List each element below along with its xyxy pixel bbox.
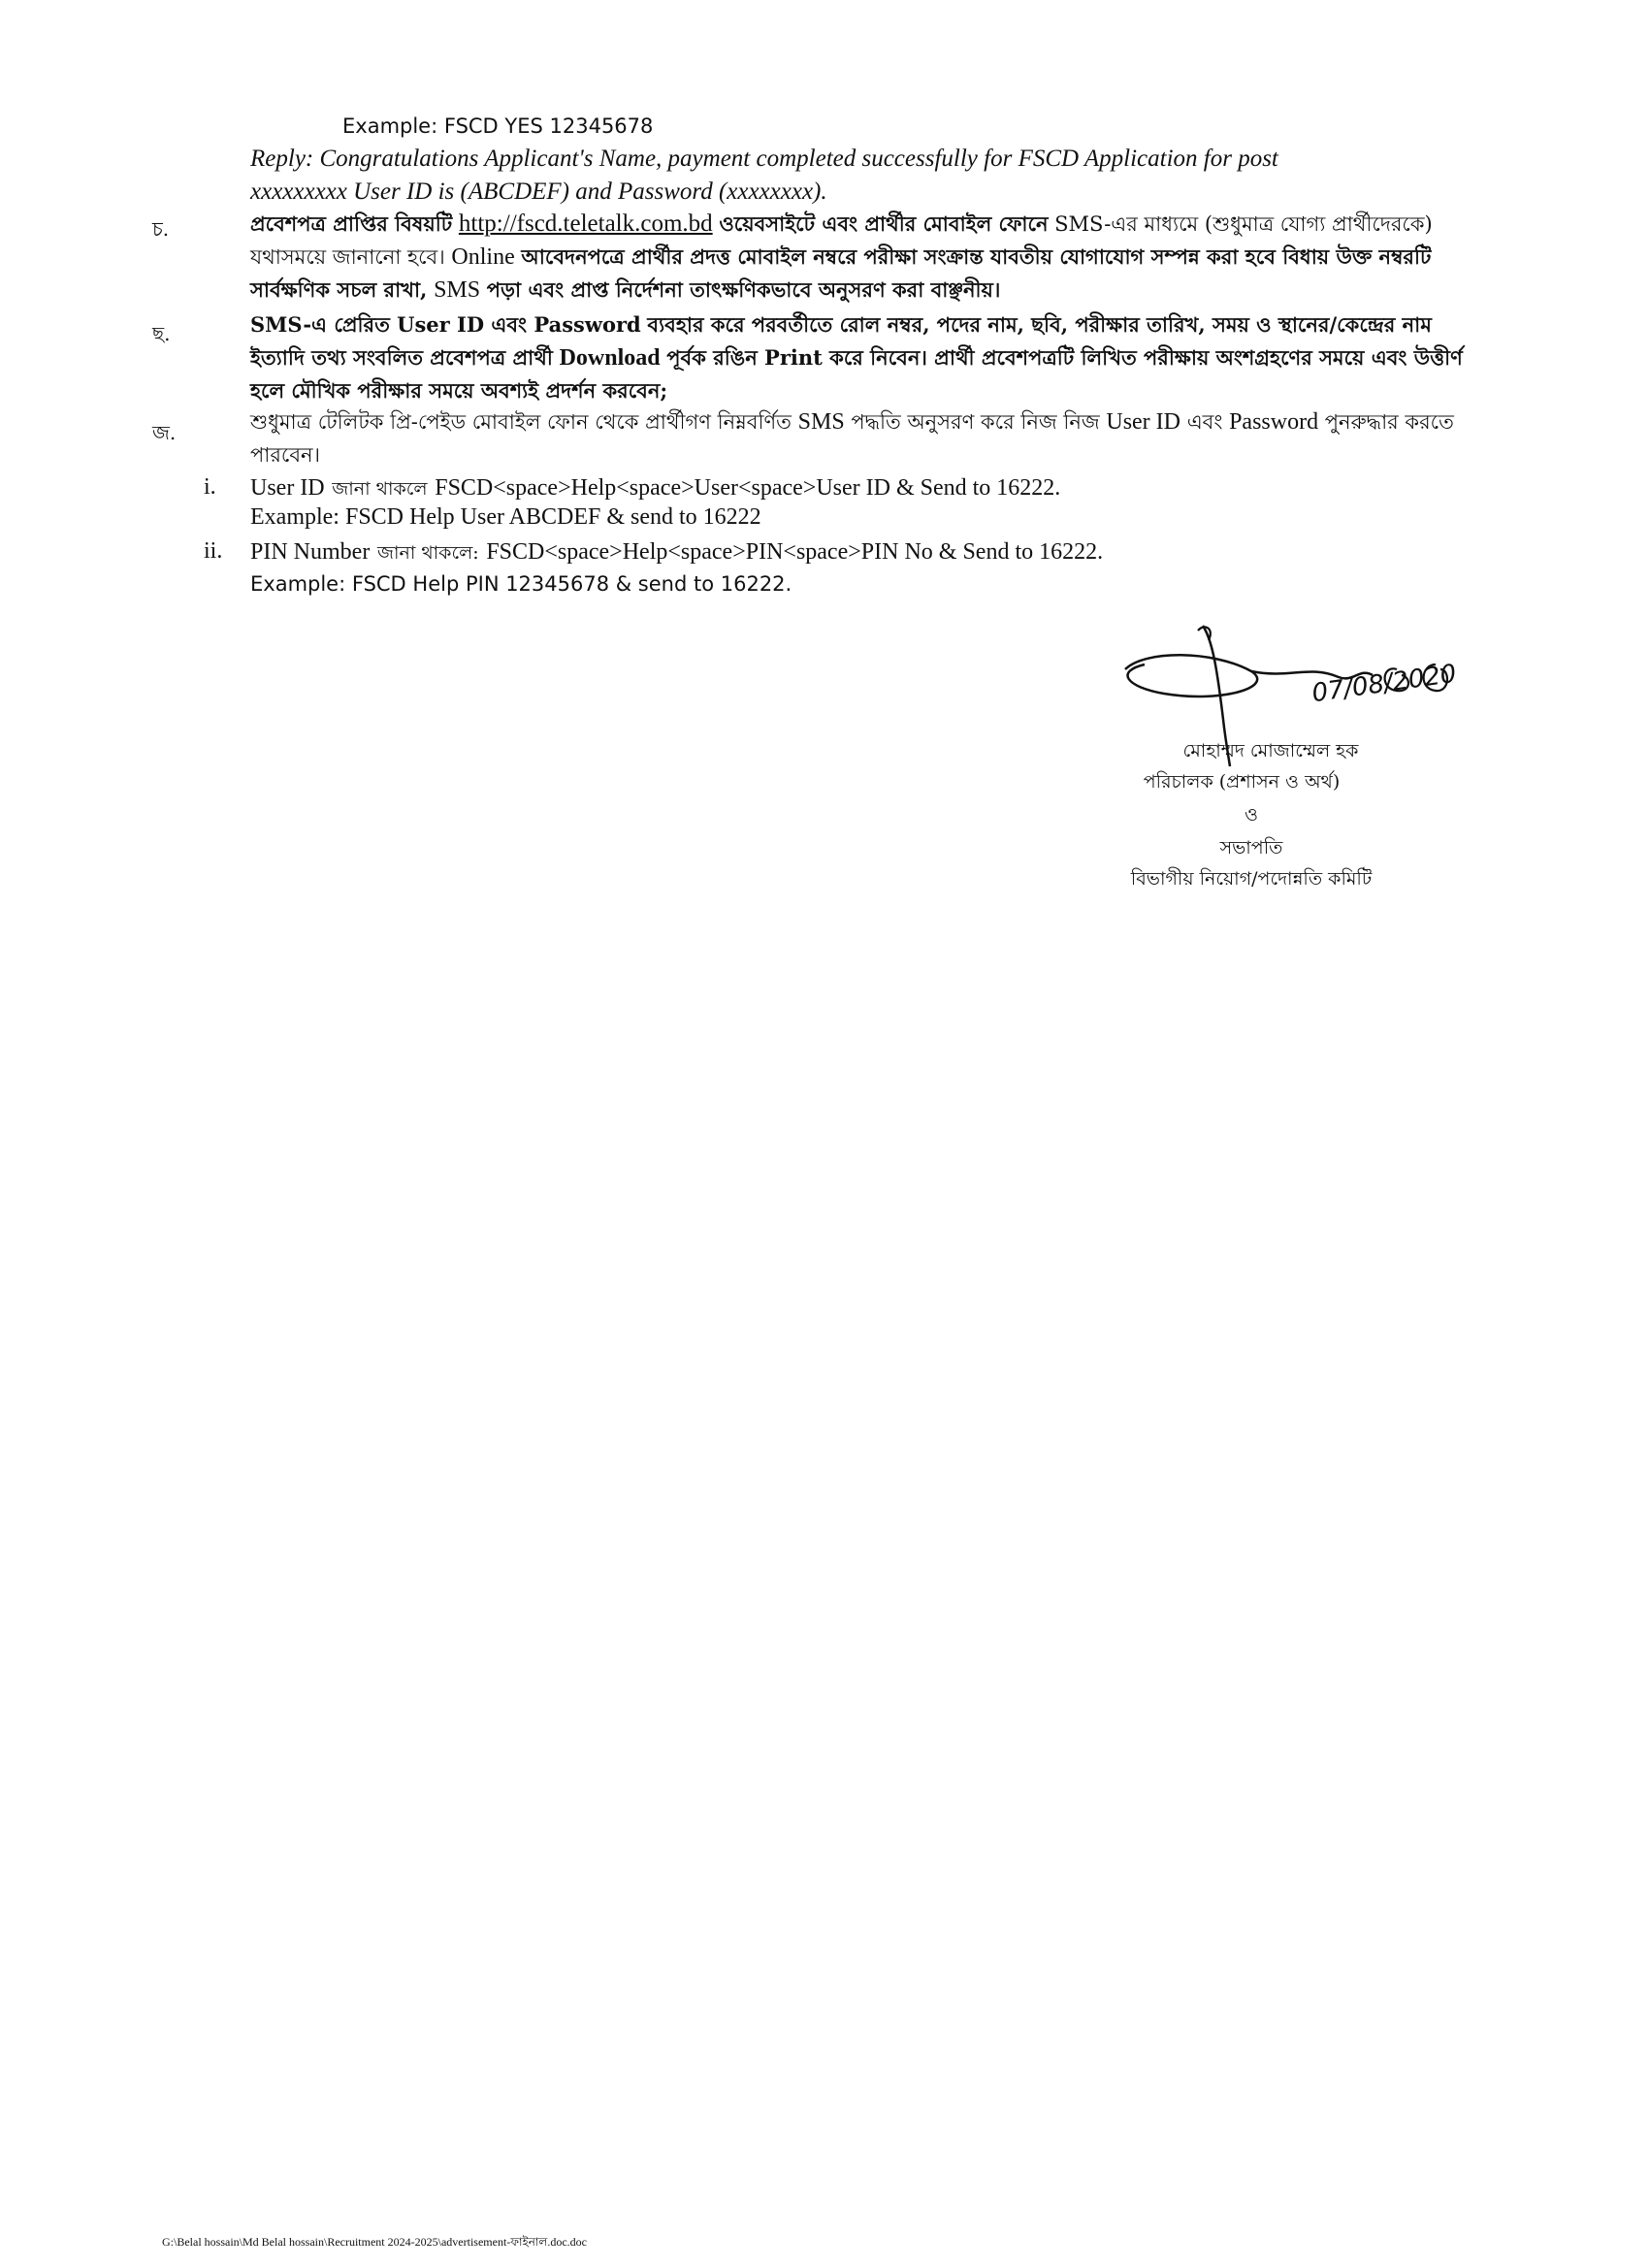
reply-line-1: Reply: Congratulations Applicant's Name, payment completed successfully for FSCD Application for post — [250, 146, 1278, 172]
item-chha-line-1 — [250, 308, 1432, 341]
item-chha-text: ইত্যাদি তথ্য সংবলিত প্রবেশপত্র প্রার্থী — [250, 345, 553, 370]
signatory-designation: পরিচালক (প্রশাসন ও অর্থ) — [1143, 771, 1341, 793]
item-marker-chha: ছ. — [152, 322, 171, 345]
reply-line-2: xxxxxxxxx User ID is (ABCDEF) and Password (xxxxxxxx). — [250, 178, 827, 205]
item-ja-text: এবং — [1186, 410, 1223, 434]
footer-file-path: G:\Belal hossain\Md Belal hossain\Recruitment 2024-2025\advertisement-ফাইনাল.doc.doc — [162, 2235, 587, 2249]
item-cha-line-3 — [250, 274, 1000, 307]
item-ja-line-1 — [250, 405, 1454, 438]
teletalk-link[interactable]: http://fscd.teletalk.com.bd — [458, 211, 713, 237]
item-ja-line-2: পারবেন। — [250, 443, 321, 467]
sublist-i-example: Example: FSCD Help User ABCDEF & send to 16222 — [250, 504, 761, 530]
signatory-conjunction: ও — [1245, 804, 1258, 826]
signatory-committee: বিভাগীয় নিয়োগ/পদোন্নতি কমিটি — [1130, 868, 1373, 890]
sublist-ii-example: Example: FSCD Help PIN 12345678 & send to 16222. — [250, 572, 792, 596]
sublist-marker-ii: ii. — [204, 538, 223, 564]
sublist-item-ii — [250, 535, 1103, 569]
item-ja-text: পুনরুদ্ধার করতে — [1324, 410, 1454, 434]
item-chha-text: ব্যবহার করে পরবর্তীতে রোল নম্বর, পদের নাম, ছবি, পরীক্ষার তারিখ, সময় ও স্থানের/কেন্দ্রের নাম — [647, 312, 1432, 337]
sublist-i-userid: User ID — [250, 475, 325, 501]
item-cha-text: প্রবেশপত্র প্রাপ্তির বিষয়টি — [250, 211, 453, 236]
item-cha-sms: SMS — [434, 277, 481, 303]
item-marker-ja: জ. — [152, 421, 177, 444]
signatory-role: সভাপতি — [1219, 837, 1283, 859]
item-ja-text: শুধুমাত্র টেলিটক প্রি-পেইড মোবাইল ফোন থেকে প্রার্থীগণ নিম্নবর্ণিত — [250, 410, 792, 434]
item-chha-line-2 — [250, 341, 1463, 374]
item-chha-line-3: হলে মৌখিক পরীক্ষার সময়ে অবশ্যই প্রদর্শন করবেন; — [250, 378, 668, 403]
item-ja-sms: SMS — [797, 409, 845, 435]
sublist-ii-command: FSCD<space>Help<space>PIN<space>PIN No & Send to 16222. — [486, 539, 1104, 565]
handwritten-date: 07/08/2020 — [1310, 659, 1459, 709]
item-ja-userid: User ID — [1106, 409, 1180, 435]
item-cha-line-2 — [250, 241, 1431, 274]
item-cha-text: আবেদনপত্রে প্রার্থীর প্রদত্ত মোবাইল নম্বরে পরীক্ষা সংক্রান্ত যাবতীয় যোগাযোগ সম্পন্ন করা হবে বিধায় উক্ত নম্বরটি — [521, 244, 1432, 269]
sublist-i-text: জানা থাকলে — [332, 478, 428, 500]
item-chha-text: পূর্বক রঙিন Print করে নিবেন। প্রার্থী প্রবেশপত্রটি লিখিত পরীক্ষায় অংশগ্রহণের সময়ে এবং উত্তীর্ণ — [666, 345, 1463, 370]
item-marker-cha: চ. — [152, 217, 170, 241]
item-ja-password: Password — [1229, 409, 1319, 435]
item-cha-line-1 — [250, 208, 1511, 241]
item-chha-text: SMS-এ প্রেরিত User ID এবং Password — [250, 312, 641, 337]
item-cha-text: সার্বক্ষণিক সচল রাখা, — [250, 277, 428, 302]
item-cha-text: যথাসময়ে জানানো হবে। — [250, 245, 445, 269]
example-yes-line: Example: FSCD YES 12345678 — [342, 114, 654, 138]
sublist-marker-i: i. — [204, 474, 216, 500]
item-cha-text: পড়া এবং প্রাপ্ত নির্দেশনা তাৎক্ষণিকভাবে অনুসরণ করা বাঞ্ছনীয়। — [486, 277, 1001, 302]
item-cha-text: SMS-এর মাধ্যমে (শুধুমাত্র যোগ্য প্রার্থীদেরকে) — [1054, 212, 1433, 236]
signatory-name: মোহাম্মদ মোজাম্মেল হক — [1182, 740, 1359, 761]
item-chha-download: Download — [559, 345, 661, 371]
sublist-i-command: FSCD<space>Help<space>User<space>User ID & Send to 16222. — [435, 475, 1061, 501]
sublist-ii-pin: PIN Number — [250, 539, 371, 565]
item-cha-text: ওয়েবসাইটে এবং প্রার্থীর মোবাইল ফোনে — [719, 211, 1049, 236]
item-ja-text: পদ্ধতি অনুসরণ করে নিজ নিজ — [851, 410, 1100, 434]
sublist-ii-text: জানা থাকলে: — [376, 542, 479, 564]
sublist-item-i — [250, 471, 1060, 505]
item-cha-online: Online — [451, 244, 515, 270]
